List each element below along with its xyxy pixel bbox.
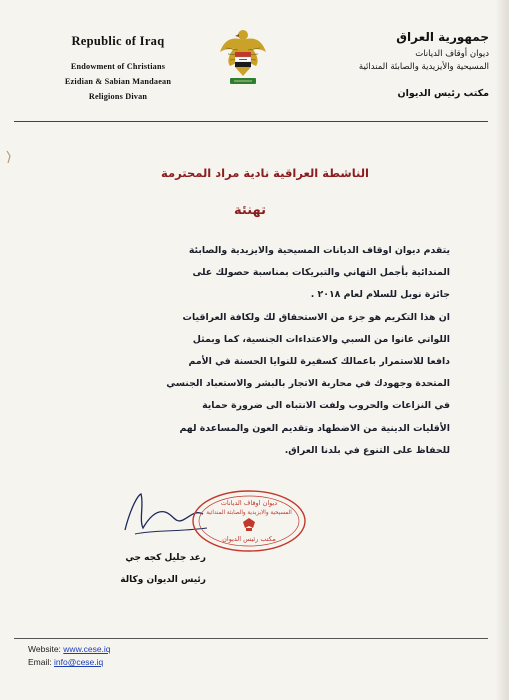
body-line: الأقليات الدينية من الاضطهاد وتقديم العون والمساعدة لهم [179, 422, 450, 434]
body-line: يتقدم ديوان اوقاف الديانات المسيحية والايزيدية والصابئة [188, 245, 450, 256]
page-edge-shadow [495, 0, 509, 700]
header-arabic [319, 30, 489, 99]
header-arabic-line1: جمهورية العراق [396, 30, 489, 44]
body-line: ان هذا التكريم هو جزء من الاستحقاق لك ولكافة العراقيات [182, 311, 450, 323]
header-arabic-line3: المسيحية والأيزيدية والصابئة المندائية [358, 62, 489, 72]
paper-mark [6, 150, 12, 164]
header-arabic-line2: ديوان أوقاف الديانات [415, 49, 489, 59]
stamp-emblem-icon [243, 518, 255, 531]
header-english [38, 34, 198, 104]
footer-email-label: Email: [28, 657, 52, 667]
footer [28, 643, 228, 669]
body-line: المندائية بأجمل التهاني والتبريكات بمناسبة حصولك على [192, 267, 450, 279]
signer-title: رئيس الديوان وكالة [120, 575, 206, 585]
header-english-line3: Religions Divan [88, 92, 148, 101]
body-line: المتحدة وجهودك في محاربة الاتجار بالبشر والاستعباد الجنسي [166, 378, 450, 390]
footer-website-link[interactable]: www.cese.iq [63, 644, 111, 654]
letter-subject: تهنئة [234, 203, 266, 218]
signer-name: رعد جليل كجه جي [125, 553, 206, 563]
body-line: للحفاظ على التنوع في بلدنا العراق. [284, 444, 450, 456]
header-arabic-line4: مكتب رئيس الديوان [397, 88, 489, 99]
stamp-line3: مكتب رئيس الديوان [222, 535, 276, 543]
stamp-line1: ديوان اوقاف الديانات [220, 499, 278, 507]
iraq-eagle-emblem-icon [218, 26, 268, 92]
body-line: دافعا للاستمرار باعمالك كسفيرة للنوايا الحسنة في الأمم [188, 356, 450, 368]
official-stamp [190, 488, 308, 554]
footer-website-row [28, 643, 228, 656]
body-line: جائزة نوبل للسلام لعام ٢٠١٨ . [310, 289, 450, 301]
footer-email-row [28, 656, 228, 669]
letter-recipient: الناشطة العراقية نادية مراد المحترمة [161, 166, 369, 180]
header-english-line2: Ezidian & Sabian Mandaean [64, 77, 172, 86]
footer-website-label: Website: [28, 644, 61, 654]
letter-body [80, 240, 450, 462]
header-divider [14, 121, 488, 122]
signer-block [96, 547, 206, 591]
header-english-line1: Endowment of Christians [70, 62, 166, 71]
body-line: في النزاعات والحروب ولفت الانتباه الى ضرورة حماية [202, 400, 450, 412]
body-line: اللواتي عانوا من السبي والاعتداءات الجنسية، كما وبمثل [192, 333, 450, 345]
footer-email-link[interactable]: info@cese.iq [54, 657, 104, 667]
footer-divider [14, 638, 488, 639]
stamp-line2: المسيحية والايزيدية والصابئة المندائية [206, 510, 292, 516]
header-english-title: Republic of Iraq [71, 34, 165, 48]
